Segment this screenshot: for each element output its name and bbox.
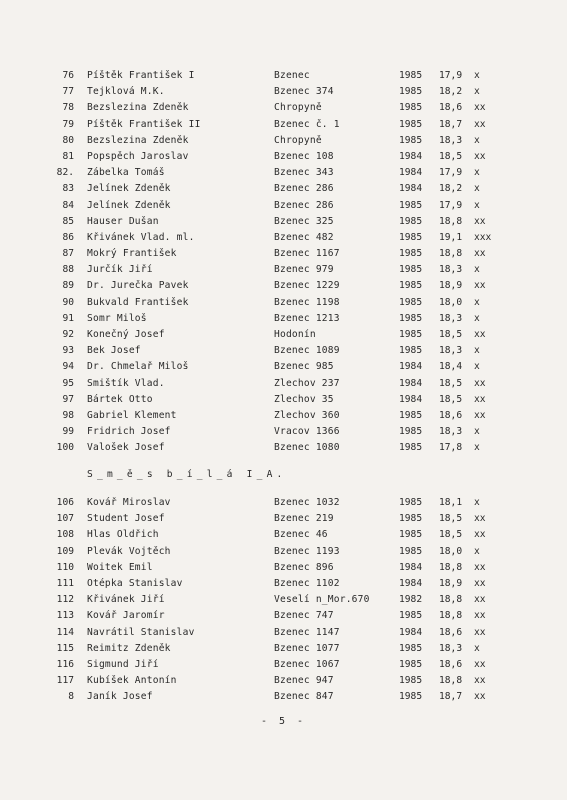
- sugar-value: 18,5: [439, 513, 463, 525]
- grower-name: Kubíšek Antonín: [87, 675, 177, 687]
- vintage-year: 1985: [399, 118, 423, 130]
- table-row: [0, 68, 567, 84]
- table-row: [0, 262, 567, 278]
- rating-marks: x: [474, 312, 480, 324]
- table-row: [0, 343, 567, 359]
- vintage-year: 1985: [399, 691, 423, 703]
- grower-location: Bzenec 1080: [274, 442, 340, 454]
- grower-name: Píštěk František II: [87, 118, 201, 130]
- rating-marks: xx: [474, 118, 486, 130]
- vintage-year: 1985: [399, 70, 423, 81]
- entry-number: 113: [56, 610, 74, 622]
- grower-name: Bukvald František: [87, 296, 189, 308]
- grower-name: Sigmund Jiří: [87, 658, 159, 670]
- table-row: [0, 641, 567, 657]
- sugar-value: 18,3: [439, 264, 463, 276]
- table-row: [0, 214, 567, 230]
- table-row: [0, 181, 567, 197]
- grower-location: Bzenec 286: [274, 183, 334, 195]
- grower-location: Bzenec 343: [274, 167, 334, 179]
- table-row: [0, 117, 567, 133]
- vintage-year: 1985: [399, 296, 423, 308]
- rating-marks: x: [474, 361, 480, 373]
- rating-marks: xx: [474, 626, 486, 638]
- grower-name: Otépka Stanislav: [87, 577, 183, 589]
- grower-name: Navrátil Stanislav: [87, 626, 195, 638]
- entry-number: 81: [62, 150, 74, 162]
- rating-marks: xx: [474, 393, 486, 405]
- table-row: [0, 311, 567, 327]
- grower-location: Zlechov 360: [274, 409, 340, 421]
- rating-marks: xx: [474, 675, 486, 687]
- sugar-value: 18,8: [439, 610, 463, 622]
- grower-location: Hodonín: [274, 329, 316, 340]
- grower-location: Veselí n_Mor.670: [274, 594, 370, 606]
- vintage-year: 1984: [399, 167, 423, 179]
- grower-location: Bzenec 1089: [274, 345, 340, 357]
- grower-location: Chropyně: [274, 134, 322, 146]
- entry-number: 89: [62, 280, 74, 292]
- vintage-year: 1985: [399, 409, 423, 421]
- sugar-value: 18,6: [439, 102, 463, 114]
- grower-name: Tejklová M.K.: [87, 86, 165, 98]
- section-title: S_m_ě_s b_í_l_á I_A.: [87, 469, 287, 480]
- entry-number: 77: [62, 86, 74, 98]
- entry-number: 88: [62, 264, 74, 276]
- grower-name: Smištík Vlad.: [87, 377, 165, 389]
- grower-name: Křivánek Jiří: [87, 594, 165, 606]
- rating-marks: x: [474, 183, 480, 195]
- grower-name: Plevák Vojtěch: [87, 545, 171, 557]
- sugar-value: 19,1: [439, 231, 463, 243]
- grower-name: Kovář Miroslav: [87, 497, 171, 508]
- grower-location: Bzenec 847: [274, 691, 334, 703]
- rating-marks: x: [474, 545, 480, 557]
- sugar-value: 18,3: [439, 345, 463, 357]
- grower-location: Vracov 1366: [274, 426, 340, 438]
- table-row: [0, 133, 567, 149]
- vintage-year: 1984: [399, 183, 423, 195]
- grower-location: Bzenec 747: [274, 610, 334, 622]
- vintage-year: 1985: [399, 231, 423, 243]
- entry-number: 87: [62, 248, 74, 260]
- grower-location: Bzenec 1067: [274, 658, 340, 670]
- grower-location: Bzenec 1193: [274, 545, 340, 557]
- rating-marks: x: [474, 86, 480, 98]
- table-row: [0, 327, 567, 343]
- entry-number: 107: [56, 513, 74, 525]
- rating-marks: x: [474, 199, 480, 211]
- rating-marks: xx: [474, 691, 486, 703]
- grower-location: Chropyně: [274, 102, 322, 114]
- rating-marks: xx: [474, 280, 486, 292]
- table-row: [0, 608, 567, 624]
- table-row: [0, 408, 567, 424]
- entry-number: 84: [62, 199, 74, 211]
- grower-name: Jelínek Zdeněk: [87, 199, 171, 211]
- table-row: [0, 440, 567, 456]
- grower-location: Bzenec 219: [274, 513, 334, 525]
- vintage-year: 1984: [399, 561, 423, 573]
- entry-number: 108: [56, 529, 74, 541]
- entry-number: 85: [62, 215, 74, 227]
- vintage-year: 1985: [399, 658, 423, 670]
- sugar-value: 18,4: [439, 361, 463, 373]
- sugar-value: 17,8: [439, 442, 463, 454]
- grower-location: Bzenec 1147: [274, 626, 340, 638]
- table-row: [0, 560, 567, 576]
- table-row: [0, 165, 567, 181]
- grower-location: Bzenec 1102: [274, 577, 340, 589]
- grower-name: Konečný Josef: [87, 329, 165, 340]
- vintage-year: 1985: [399, 513, 423, 525]
- rating-marks: xx: [474, 529, 486, 541]
- vintage-year: 1985: [399, 329, 423, 340]
- table-row: [0, 392, 567, 408]
- sugar-value: 18,6: [439, 409, 463, 421]
- grower-name: Popspěch Jaroslav: [87, 150, 189, 162]
- sugar-value: 18,5: [439, 529, 463, 541]
- vintage-year: 1985: [399, 497, 423, 508]
- entry-number: 115: [56, 642, 74, 654]
- entry-number: 109: [56, 545, 74, 557]
- table-row: [0, 495, 567, 511]
- table-row: [0, 511, 567, 527]
- entry-number: 100: [56, 442, 74, 454]
- entry-number: 114: [56, 626, 74, 638]
- grower-name: Janík Josef: [87, 691, 153, 703]
- table-row: [0, 295, 567, 311]
- entry-number: 111: [56, 577, 74, 589]
- sugar-value: 18,2: [439, 86, 463, 98]
- entries-table-section-1: [0, 68, 567, 457]
- vintage-year: 1985: [399, 529, 423, 541]
- grower-location: Bzenec 979: [274, 264, 334, 276]
- rating-marks: xx: [474, 102, 486, 114]
- table-row: [0, 376, 567, 392]
- vintage-year: 1982: [399, 594, 423, 606]
- grower-name: Bek Josef: [87, 345, 141, 357]
- vintage-year: 1985: [399, 264, 423, 276]
- rating-marks: x: [474, 442, 480, 454]
- sugar-value: 17,9: [439, 167, 463, 179]
- grower-name: Mokrý František: [87, 248, 177, 260]
- sugar-value: 18,6: [439, 658, 463, 670]
- rating-marks: x: [474, 264, 480, 276]
- grower-location: Bzenec 947: [274, 675, 334, 687]
- entries-table-section-2: [0, 495, 567, 705]
- rating-marks: xx: [474, 215, 486, 227]
- grower-location: Bzenec č. 1: [274, 118, 340, 130]
- entry-number: 112: [56, 594, 74, 606]
- rating-marks: xx: [474, 594, 486, 606]
- vintage-year: 1985: [399, 610, 423, 622]
- rating-marks: xx: [474, 377, 486, 389]
- sugar-value: 18,9: [439, 577, 463, 589]
- grower-name: Reimitz Zdeněk: [87, 642, 171, 654]
- rating-marks: x: [474, 134, 480, 146]
- entry-number: 116: [56, 658, 74, 670]
- table-row: [0, 689, 567, 705]
- grower-location: Bzenec 374: [274, 86, 334, 98]
- sugar-value: 18,2: [439, 183, 463, 195]
- entry-number: 86: [62, 231, 74, 243]
- rating-marks: xx: [474, 513, 486, 525]
- grower-location: Bzenec 1032: [274, 497, 340, 508]
- grower-name: Valošek Josef: [87, 442, 165, 454]
- rating-marks: xx: [474, 658, 486, 670]
- entry-number: 110: [56, 561, 74, 573]
- table-row: [0, 246, 567, 262]
- grower-name: Dr. Chmelař Miloš: [87, 361, 189, 373]
- entry-number: 91: [62, 312, 74, 324]
- sugar-value: 18,8: [439, 248, 463, 260]
- grower-location: Bzenec 1167: [274, 248, 340, 260]
- grower-location: Bzenec 896: [274, 561, 334, 573]
- entry-number: 78: [62, 102, 74, 114]
- grower-name: Bezslezina Zdeněk: [87, 102, 189, 114]
- entry-number: 83: [62, 183, 74, 195]
- rating-marks: x: [474, 426, 480, 438]
- vintage-year: 1985: [399, 642, 423, 654]
- entry-number: 93: [62, 345, 74, 357]
- table-row: [0, 84, 567, 100]
- grower-name: Křivánek Vlad. ml.: [87, 231, 195, 243]
- sugar-value: 17,9: [439, 70, 463, 81]
- table-row: [0, 278, 567, 294]
- grower-name: Woitek Emil: [87, 561, 153, 573]
- grower-name: Jurčík Jiří: [87, 264, 153, 276]
- rating-marks: xx: [474, 610, 486, 622]
- table-row: [0, 359, 567, 375]
- vintage-year: 1985: [399, 426, 423, 438]
- grower-location: Bzenec 286: [274, 199, 334, 211]
- grower-name: Kovář Jaromír: [87, 610, 165, 622]
- vintage-year: 1985: [399, 134, 423, 146]
- grower-name: Jelínek Zdeněk: [87, 183, 171, 195]
- vintage-year: 1984: [399, 361, 423, 373]
- entry-number: 97: [62, 393, 74, 405]
- grower-name: Hauser Dušan: [87, 215, 159, 227]
- entry-number: 92: [62, 329, 74, 340]
- vintage-year: 1984: [399, 626, 423, 638]
- grower-name: Gabriel Klement: [87, 409, 177, 421]
- entry-number: 82.: [56, 167, 74, 179]
- rating-marks: xx: [474, 577, 486, 589]
- sugar-value: 18,8: [439, 215, 463, 227]
- grower-name: Student Josef: [87, 513, 165, 525]
- table-row: [0, 592, 567, 608]
- rating-marks: xxx: [474, 231, 492, 243]
- sugar-value: 18,8: [439, 594, 463, 606]
- table-row: [0, 230, 567, 246]
- vintage-year: 1985: [399, 312, 423, 324]
- sugar-value: 18,3: [439, 642, 463, 654]
- sugar-value: 18,3: [439, 134, 463, 146]
- sugar-value: 18,5: [439, 329, 463, 340]
- sugar-value: 18,7: [439, 118, 463, 130]
- vintage-year: 1984: [399, 150, 423, 162]
- grower-location: Bzenec 985: [274, 361, 334, 373]
- grower-location: Bzenec 482: [274, 231, 334, 243]
- grower-location: Bzenec 1077: [274, 642, 340, 654]
- grower-name: Zábelka Tomáš: [87, 167, 165, 179]
- grower-location: Bzenec: [274, 70, 310, 81]
- entry-number: 117: [56, 675, 74, 687]
- vintage-year: 1984: [399, 393, 423, 405]
- grower-name: Fridrich Josef: [87, 426, 171, 438]
- sugar-value: 18,0: [439, 296, 463, 308]
- entry-number: 76: [62, 70, 74, 81]
- rating-marks: x: [474, 296, 480, 308]
- rating-marks: xx: [474, 150, 486, 162]
- sugar-value: 18,1: [439, 497, 463, 508]
- grower-location: Bzenec 1213: [274, 312, 340, 324]
- entry-number: 79: [62, 118, 74, 130]
- vintage-year: 1984: [399, 377, 423, 389]
- sugar-value: 18,8: [439, 561, 463, 573]
- sugar-value: 18,7: [439, 691, 463, 703]
- rating-marks: xx: [474, 329, 486, 340]
- vintage-year: 1985: [399, 102, 423, 114]
- grower-name: Bezslezina Zdeněk: [87, 134, 189, 146]
- sugar-value: 18,3: [439, 426, 463, 438]
- table-row: [0, 198, 567, 214]
- rating-marks: xx: [474, 248, 486, 260]
- vintage-year: 1985: [399, 215, 423, 227]
- rating-marks: xx: [474, 409, 486, 421]
- sugar-value: 17,9: [439, 199, 463, 211]
- rating-marks: x: [474, 497, 480, 508]
- table-row: [0, 657, 567, 673]
- entry-number: 94: [62, 361, 74, 373]
- vintage-year: 1985: [399, 86, 423, 98]
- grower-location: Bzenec 1198: [274, 296, 340, 308]
- page-number: - 5 -: [260, 716, 307, 727]
- vintage-year: 1985: [399, 280, 423, 292]
- sugar-value: 18,5: [439, 393, 463, 405]
- grower-location: Bzenec 1229: [274, 280, 340, 292]
- vintage-year: 1985: [399, 545, 423, 557]
- table-row: [0, 100, 567, 116]
- grower-name: Somr Miloš: [87, 312, 147, 324]
- table-row: [0, 424, 567, 440]
- vintage-year: 1985: [399, 248, 423, 260]
- sugar-value: 18,3: [439, 312, 463, 324]
- entry-number: 106: [56, 497, 74, 508]
- grower-name: Hlas Oldřich: [87, 529, 159, 541]
- table-row: [0, 544, 567, 560]
- grower-name: Píštěk František I: [87, 70, 195, 81]
- vintage-year: 1985: [399, 442, 423, 454]
- rating-marks: x: [474, 167, 480, 179]
- grower-name: Bártek Otto: [87, 393, 153, 405]
- vintage-year: 1985: [399, 675, 423, 687]
- grower-name: Dr. Jurečka Pavek: [87, 280, 189, 292]
- sugar-value: 18,9: [439, 280, 463, 292]
- table-row: [0, 625, 567, 641]
- grower-location: Bzenec 46: [274, 529, 328, 541]
- vintage-year: 1984: [399, 577, 423, 589]
- rating-marks: xx: [474, 561, 486, 573]
- table-row: [0, 673, 567, 689]
- entry-number: 95: [62, 377, 74, 389]
- sugar-value: 18,6: [439, 626, 463, 638]
- grower-location: Bzenec 325: [274, 215, 334, 227]
- entry-number: 90: [62, 296, 74, 308]
- entry-number: 99: [62, 426, 74, 438]
- entry-number: 80: [62, 134, 74, 146]
- grower-location: Zlechov 237: [274, 377, 340, 389]
- entry-number: 98: [62, 409, 74, 421]
- table-row: [0, 149, 567, 165]
- vintage-year: 1985: [399, 199, 423, 211]
- rating-marks: x: [474, 642, 480, 654]
- table-row: [0, 527, 567, 543]
- table-row: [0, 576, 567, 592]
- rating-marks: x: [474, 345, 480, 357]
- sugar-value: 18,5: [439, 377, 463, 389]
- sugar-value: 18,0: [439, 545, 463, 557]
- vintage-year: 1985: [399, 345, 423, 357]
- rating-marks: x: [474, 70, 480, 81]
- entry-number: 8: [68, 691, 74, 703]
- sugar-value: 18,8: [439, 675, 463, 687]
- grower-location: Bzenec 108: [274, 150, 334, 162]
- sugar-value: 18,5: [439, 150, 463, 162]
- grower-location: Zlechov 35: [274, 393, 334, 405]
